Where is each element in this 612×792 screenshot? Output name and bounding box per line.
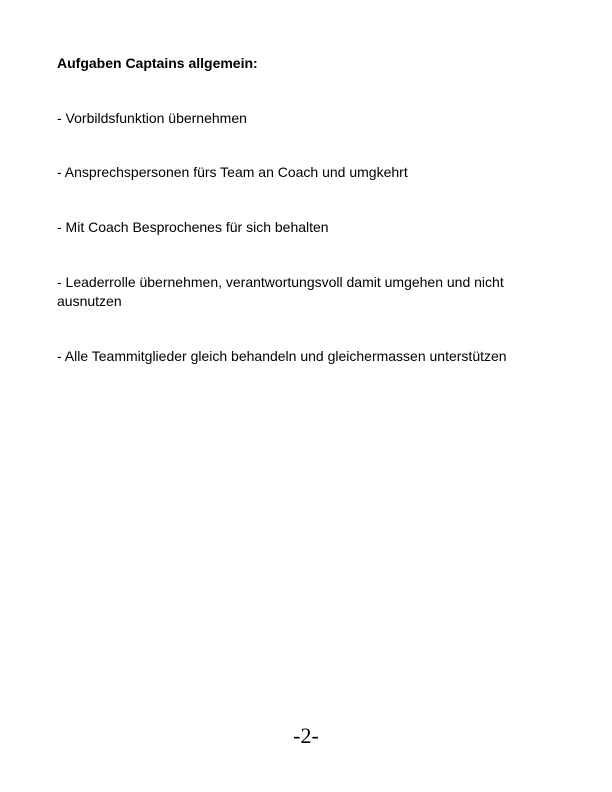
task-item-role-model: - Vorbildsfunktion übernehmen xyxy=(57,110,247,126)
task-item-contact-person: - Ansprechspersonen fürs Team an Coach und umgkehrt xyxy=(57,164,408,180)
task-item-confidentiality: - Mit Coach Besprochenes für sich behalten xyxy=(57,219,329,235)
task-item-equal-treatment: - Alle Teammitglieder gleich behandeln und gleichermassen unterstützen xyxy=(57,348,507,364)
section-heading: Aufgaben Captains allgemein: xyxy=(57,55,258,71)
page-number: -2- xyxy=(293,723,319,748)
task-item-leadership: - Leaderrolle übernehmen, verantwortungsvoll damit umgehen und nicht ausnutzen xyxy=(57,274,504,309)
